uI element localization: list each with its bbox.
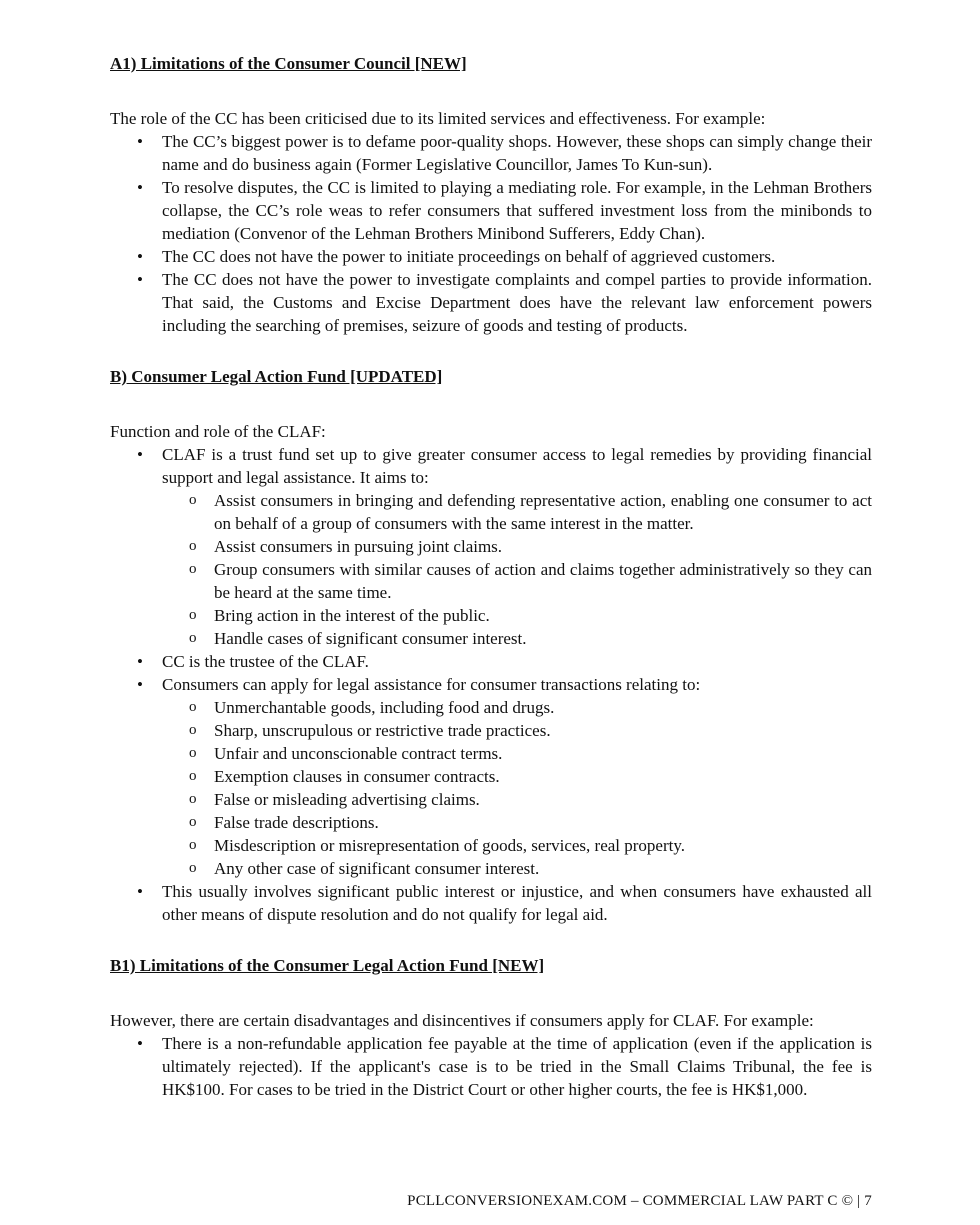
- sub-bullet-glyph: o: [189, 791, 197, 807]
- sub-list-item: [162, 742, 872, 765]
- section-heading-a1: A1) Limitations of the Consumer Council [NEW]: [110, 54, 467, 73]
- list-item-text: This usually involves significant public interest or injustice, and when consumers have exhausted all other means of dispute resolution and do not qualify for legal aid.: [162, 882, 872, 924]
- bullet-list-a1: [110, 130, 872, 337]
- sub-bullet-glyph: o: [189, 561, 197, 577]
- sub-list-item: [162, 788, 872, 811]
- sub-bullet-glyph: o: [189, 768, 197, 784]
- sub-list-transactions: [162, 696, 872, 880]
- sub-list-item: [162, 834, 872, 857]
- document-page: [110, 52, 872, 1101]
- sub-list-item-text: False trade descriptions.: [214, 813, 379, 832]
- sub-list-item-text: Exemption clauses in consumer contracts.: [214, 767, 500, 786]
- sub-bullet-glyph: o: [189, 492, 197, 508]
- list-item-text: The CC does not have the power to investigate complaints and compel parties to provide information. That said, the Customs and Excise Department does have the relevant law enforcement powers including the searching of premises, seizure of goods and testing of products.: [162, 270, 872, 335]
- section-intro-b1: However, there are certain disadvantages and disincentives if consumers apply for CLAF. For example:: [110, 1011, 814, 1030]
- sub-bullet-glyph: o: [189, 630, 197, 646]
- section-b1: [110, 954, 872, 1101]
- sub-list-item: [162, 535, 872, 558]
- sub-bullet-glyph: o: [189, 814, 197, 830]
- list-item: [110, 130, 872, 176]
- footer-text: PCLLCONVERSIONEXAM.COM – COMMERCIAL LAW PART C © |: [407, 1193, 861, 1209]
- sub-list-item-text: Any other case of significant consumer interest.: [214, 859, 540, 878]
- list-item: [110, 880, 872, 926]
- bullet-glyph: •: [137, 132, 143, 151]
- sub-list-item: [162, 719, 872, 742]
- sub-list-item-text: Unmerchantable goods, including food and drugs.: [214, 698, 555, 717]
- bullet-glyph: •: [137, 652, 143, 671]
- sub-bullet-glyph: o: [189, 837, 197, 853]
- sub-list-item-text: Assist consumers in pursuing joint claims.: [214, 537, 503, 556]
- sub-list-claf-aims: [162, 489, 872, 650]
- bullet-glyph: •: [137, 247, 143, 266]
- sub-list-item-text: Bring action in the interest of the public.: [214, 606, 490, 625]
- sub-list-item-text: Unfair and unconscionable contract terms.: [214, 744, 503, 763]
- sub-bullet-glyph: o: [189, 860, 197, 876]
- list-item: [110, 268, 872, 337]
- page-footer: [407, 1190, 872, 1213]
- page-number: 7: [864, 1193, 872, 1209]
- list-item: [110, 673, 872, 880]
- sub-list-item: [162, 604, 872, 627]
- bullet-glyph: •: [137, 882, 143, 901]
- bullet-glyph: •: [137, 445, 143, 464]
- bullet-glyph: •: [137, 178, 143, 197]
- bullet-list-b1: [110, 1032, 872, 1101]
- sub-list-item-text: Assist consumers in bringing and defending representative action, enabling one consumer to act on behalf of a group of consumers with the same interest in the matter.: [214, 491, 872, 533]
- section-heading-b1: B1) Limitations of the Consumer Legal Action Fund [NEW]: [110, 956, 545, 975]
- list-item-text: The CC does not have the power to initiate proceedings on behalf of aggrieved customers.: [162, 247, 776, 266]
- list-item: [110, 443, 872, 650]
- list-item-text: The CC’s biggest power is to defame poor-quality shops. However, these shops can simply change their name and do business again (Former Legislative Councillor, James To Kun-sun).: [162, 132, 872, 174]
- list-item-text: CC is the trustee of the CLAF.: [162, 652, 369, 671]
- sub-list-item: [162, 696, 872, 719]
- sub-list-item: [162, 857, 872, 880]
- section-heading-b: B) Consumer Legal Action Fund [UPDATED]: [110, 367, 443, 386]
- bullet-list-b: [110, 443, 872, 926]
- list-item: [110, 245, 872, 268]
- sub-list-item: [162, 811, 872, 834]
- list-item: [110, 650, 872, 673]
- sub-list-item: [162, 489, 872, 535]
- bullet-glyph: •: [137, 1034, 143, 1053]
- list-item: [110, 1032, 872, 1101]
- bullet-glyph: •: [137, 675, 143, 694]
- sub-list-item: [162, 765, 872, 788]
- sub-list-item: [162, 558, 872, 604]
- sub-list-item-text: Handle cases of significant consumer interest.: [214, 629, 527, 648]
- list-item-text: To resolve disputes, the CC is limited to playing a mediating role. For example, in the Lehman Brothers collapse, the CC’s role weas to refer consumers that suffered investment loss from the minibonds to mediation (Convenor of the Lehman Brothers Minibond Sufferers, Eddy Chan).: [162, 178, 872, 243]
- section-intro-b: Function and role of the CLAF:: [110, 422, 326, 441]
- sub-bullet-glyph: o: [189, 699, 197, 715]
- sub-list-item-text: Misdescription or misrepresentation of goods, services, real property.: [214, 836, 685, 855]
- list-item: [110, 176, 872, 245]
- section-intro-a1: The role of the CC has been criticised due to its limited services and effectiveness. For example:: [110, 109, 766, 128]
- sub-bullet-glyph: o: [189, 538, 197, 554]
- list-item-text: There is a non-refundable application fee payable at the time of application (even if the application is ultimately rejected). If the applicant's case is to be tried in the Small Claims Tribunal, the fee is HK$100. For cases to be tried in the District Court or other higher courts, the fee is HK$1,000.: [162, 1034, 872, 1099]
- list-item-text: CLAF is a trust fund set up to give greater consumer access to legal remedies by providing financial support and legal assistance. It aims to:: [162, 445, 872, 487]
- sub-bullet-glyph: o: [189, 722, 197, 738]
- sub-bullet-glyph: o: [189, 745, 197, 761]
- sub-list-item-text: Group consumers with similar causes of action and claims together administratively so they can be heard at the same time.: [214, 560, 872, 602]
- sub-bullet-glyph: o: [189, 607, 197, 623]
- sub-list-item: [162, 627, 872, 650]
- sub-list-item-text: Sharp, unscrupulous or restrictive trade practices.: [214, 721, 551, 740]
- list-item-text: Consumers can apply for legal assistance for consumer transactions relating to:: [162, 675, 701, 694]
- bullet-glyph: •: [137, 270, 143, 289]
- sub-list-item-text: False or misleading advertising claims.: [214, 790, 480, 809]
- section-b: [110, 365, 872, 926]
- section-a1: [110, 52, 872, 337]
